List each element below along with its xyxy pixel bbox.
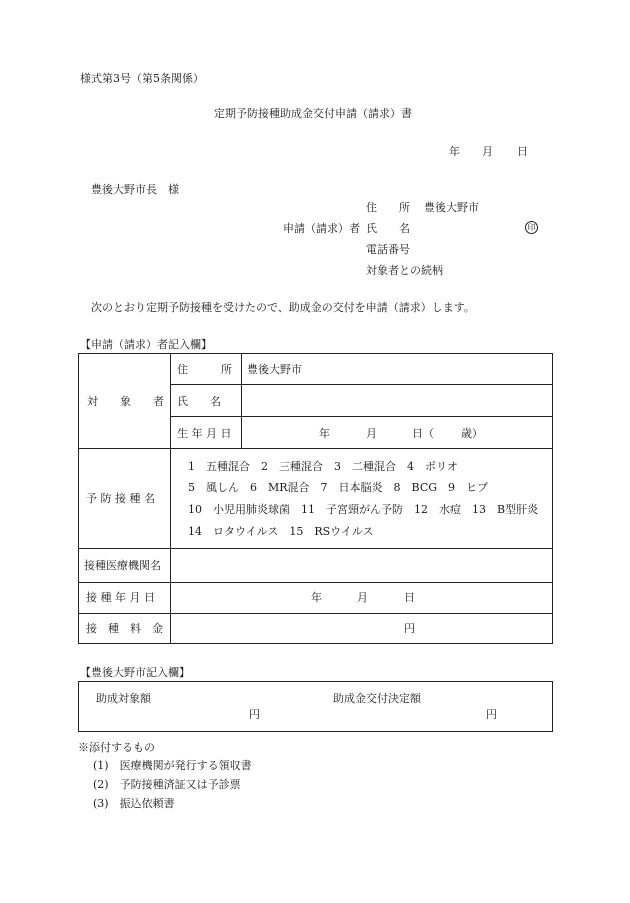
- seal-mark: 印: [525, 221, 538, 234]
- applicant-name-label: 氏 名: [366, 222, 410, 235]
- vaccination-date-label: 接 種 年 月 日: [86, 591, 155, 604]
- target-amount-unit: 円: [249, 708, 260, 721]
- section1-heading: 【申請（請求）者記入欄】: [80, 338, 212, 351]
- addressee: 豊後大野市長 様: [91, 183, 179, 196]
- vaccination-year-label: 年: [311, 591, 322, 604]
- attachment-item-3: (3) 振込依頼書: [93, 797, 175, 810]
- vaccination-month-label: 月: [357, 591, 368, 604]
- date-year-label: 年: [449, 145, 460, 158]
- applicant-address-label: 住 所: [366, 201, 410, 214]
- dob-year-label: 年: [319, 427, 330, 440]
- dob-age-label: 歳）: [461, 427, 483, 440]
- subject-address-value: 豊後大野市: [247, 363, 302, 376]
- applicant-address-value: 豊後大野市: [424, 201, 479, 214]
- clinic-label: 接種医療機関名: [84, 559, 161, 572]
- fee-label: 接 種 料 金: [86, 622, 163, 635]
- form-title: 定期予防接種助成金交付申請（請求）書: [214, 107, 412, 120]
- form-number: 様式第3号（第5条関係）: [80, 72, 204, 85]
- dob-month-label: 月: [366, 427, 377, 440]
- vaccination-day-label: 日: [404, 591, 415, 604]
- vaccine-line-2: 5 風しん 6 MR混合 7 日本脳炎 8 BCG 9 ヒブ: [188, 481, 489, 494]
- subject-dob-label: 生 年 月 日: [177, 427, 232, 440]
- applicant-relation-label: 対象者との続柄: [366, 264, 443, 277]
- dob-day-label: 日（: [412, 427, 434, 440]
- vaccine-line-3: 10 小児用肺炎球菌 11 子宮頸がん予防 12 水痘 13 B型肝炎: [188, 503, 539, 516]
- vaccine-label: 予 防 接 種 名: [86, 492, 155, 505]
- date-day-label: 日: [517, 145, 528, 158]
- body-text: 次のとおり定期予防接種を受けたので、助成金の交付を申請（請求）します。: [91, 301, 475, 314]
- section2-heading: 【豊後大野市記入欄】: [80, 666, 190, 679]
- attachments-heading: ※添付するもの: [78, 741, 155, 754]
- subject-address-label: 住 所: [177, 363, 232, 376]
- applicant-phone-label: 電話番号: [366, 243, 410, 256]
- attachment-item-2: (2) 予防接種済証又は予診票: [93, 778, 241, 791]
- date-month-label: 月: [482, 145, 493, 158]
- decision-amount-label: 助成金交付決定額: [333, 692, 421, 705]
- fee-unit: 円: [404, 622, 415, 635]
- subject-name-label: 氏 名: [177, 395, 221, 408]
- attachment-item-1: (1) 医療機関が発行する領収書: [93, 759, 252, 772]
- decision-amount-unit: 円: [486, 708, 497, 721]
- applicant-role-label: 申請（請求）者: [283, 222, 360, 235]
- target-amount-label: 助成対象額: [96, 692, 151, 705]
- city-table: [78, 681, 553, 732]
- vaccine-line-4: 14 ロタウイルス 15 RSウイルス: [188, 525, 374, 538]
- vaccine-line-1: 1 五種混合 2 三種混合 3 二種混合 4 ポリオ: [188, 460, 458, 473]
- subject-label: 対 象 者: [87, 395, 164, 408]
